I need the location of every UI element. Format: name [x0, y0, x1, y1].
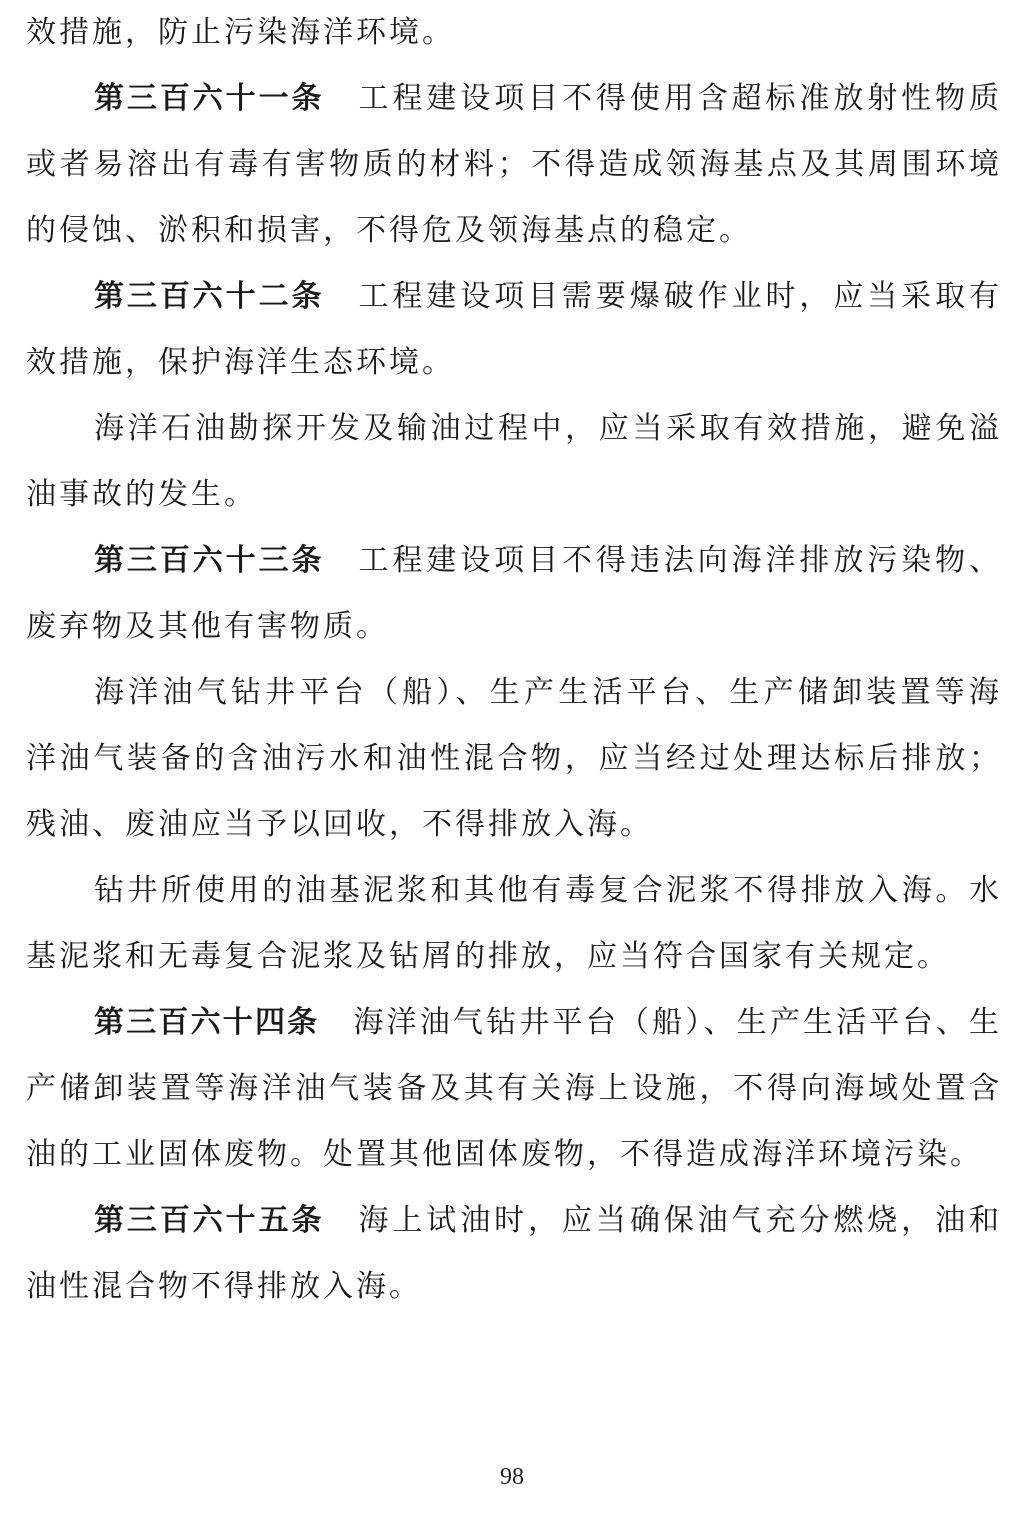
article-number: 第三百六十三条: [94, 543, 325, 578]
article-text: 工程建设项目不得违法向海洋排放污染物、废弃物及其他有害物质。: [26, 543, 1003, 644]
article-paragraph: [26, 1188, 1002, 1320]
article-paragraph: [26, 990, 1002, 1188]
article-text: 海上试油时，应当确保油气充分燃烧，油和油性混合物不得排放入海。: [26, 1203, 1003, 1304]
article-text: 海洋油气钻井平台（船）、生产生活平台、生产储卸装置等海洋油气装备及其有关海上设施，不得向海域处置含油的工业固体废物。处置其他固体废物，不得造成海洋环境污染。: [26, 1005, 1003, 1172]
paragraph-text: 钻井所使用的油基泥浆和其他有毒复合泥浆不得排放入海。水基泥浆和无毒复合泥浆及钻屑的排放，应当符合国家有关规定。: [26, 873, 1002, 974]
article-paragraph: [26, 528, 1002, 660]
article-paragraph: [26, 264, 1002, 396]
paragraph: [26, 0, 1002, 66]
paragraph: [26, 660, 1002, 858]
article-paragraph: [26, 66, 1002, 264]
article-number: 第三百六十一条: [94, 81, 325, 116]
paragraph-text: 海洋石油勘探开发及输油过程中，应当采取有效措施，避免溢油事故的发生。: [26, 411, 1002, 512]
page-number: 98: [500, 1464, 524, 1490]
article-number: 第三百六十五条: [94, 1203, 325, 1238]
paragraph: [26, 858, 1002, 990]
paragraph-text: 效措施，防止污染海洋环境。: [26, 15, 455, 50]
article-number: 第三百六十四条: [94, 1005, 320, 1040]
paragraph-text: 海洋油气钻井平台（船）、生产生活平台、生产储卸装置等海洋油气装备的含油污水和油性混合物，应当经过处理达标后排放；残油、废油应当予以回收，不得排放入海。: [26, 675, 1002, 842]
article-text: 工程建设项目不得使用含超标准放射性物质或者易溶出有毒有害物质的材料；不得造成领海基点及其周围环境的侵蚀、淤积和损害，不得危及领海基点的稳定。: [26, 81, 1003, 248]
article-number: 第三百六十二条: [94, 279, 325, 314]
body-text: [26, 0, 1002, 1320]
article-text: 工程建设项目需要爆破作业时，应当采取有效措施，保护海洋生态环境。: [26, 279, 1003, 380]
paragraph: [26, 396, 1002, 528]
